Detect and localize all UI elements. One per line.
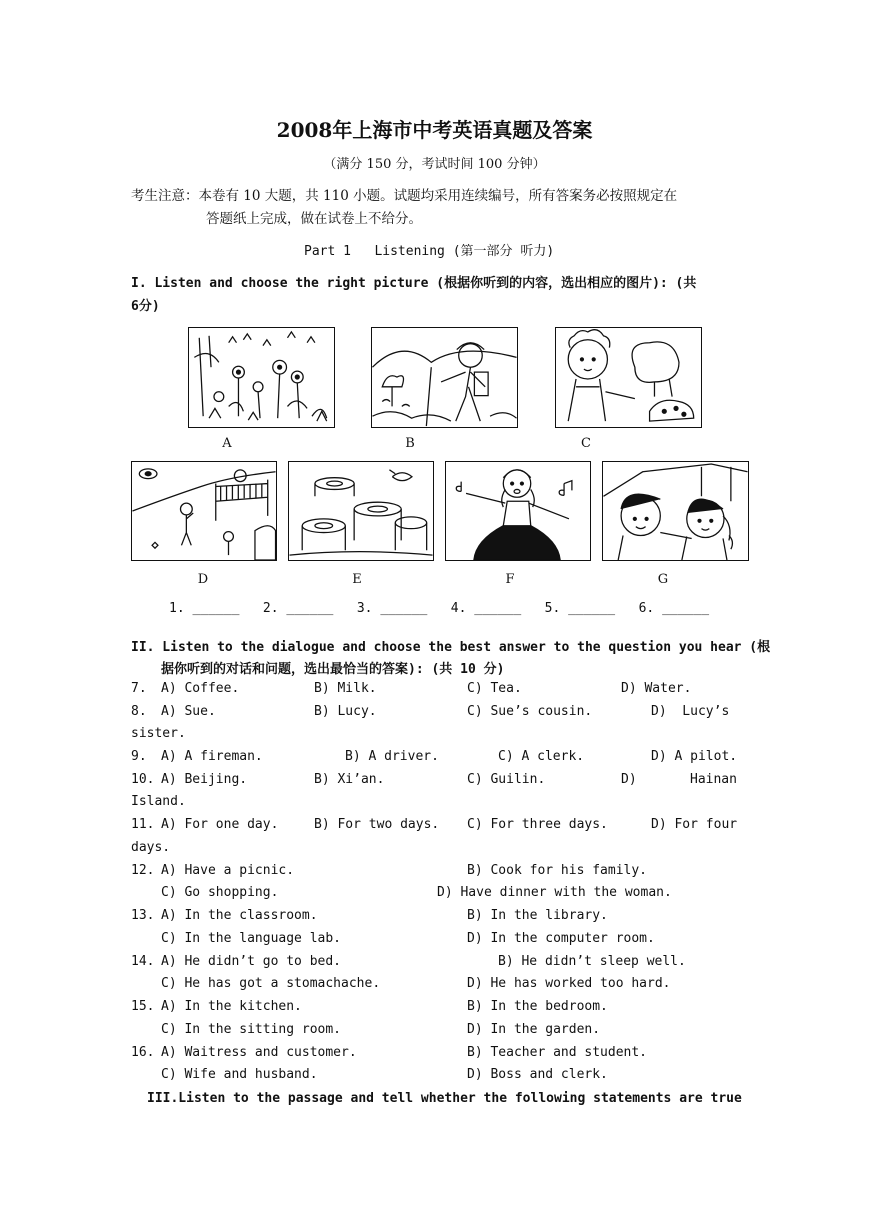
q10-option-c: C) Guilin. xyxy=(467,772,546,787)
q13-option-d: D) In the computer room. xyxy=(467,931,655,946)
q12-option-b: B) Cook for his family. xyxy=(467,863,648,878)
picture-a-label: A xyxy=(222,436,232,451)
q14-option-a: A) He didn’t go to bed. xyxy=(161,954,342,969)
q9-number: 9. xyxy=(131,749,147,764)
q8-option-a: A) Sue. xyxy=(161,704,216,719)
q7-option-b: B) Milk. xyxy=(314,681,377,696)
q7-option-c: C) Tea. xyxy=(467,681,522,696)
q12-option-d: D) Have dinner with the woman. xyxy=(437,885,672,900)
picture-b-label: B xyxy=(405,436,415,451)
q10-option-a: A) Beijing. xyxy=(161,772,248,787)
tree-stumps-picture xyxy=(288,461,434,561)
q15-option-d: D) In the garden. xyxy=(467,1022,601,1037)
q15-option-c: C) In the sitting room. xyxy=(161,1022,342,1037)
q11-option-a: A) For one day. xyxy=(161,817,279,832)
q16-option-b: B) Teacher and student. xyxy=(467,1045,648,1060)
picture-f-label: F xyxy=(505,572,515,587)
picture-d-label: D xyxy=(197,572,209,587)
section-2-heading-cont: 据你听到的对话和问题，选出最恰当的答案): (共 10 分) xyxy=(161,662,505,677)
q11-number: 11. xyxy=(131,817,155,832)
q14-option-d: D) He has worked too hard. xyxy=(467,976,671,991)
q13-option-a: A) In the classroom. xyxy=(161,908,318,923)
q10-number: 10. xyxy=(131,772,155,787)
q16-option-c: C) Wife and husband. xyxy=(161,1067,318,1082)
page-title: 2008年上海市中考英语真题及答案 xyxy=(276,118,593,142)
q12-number: 12. xyxy=(131,863,155,878)
q12-option-a: A) Have a picnic. xyxy=(161,863,295,878)
q14-option-c: C) He has got a stomachache. xyxy=(161,976,381,991)
q13-option-c: C) In the language lab. xyxy=(161,931,342,946)
q15-option-b: B) In the bedroom. xyxy=(467,999,608,1014)
q9-option-c: C) A clerk. xyxy=(498,749,585,764)
q11-option-d-wrap: days. xyxy=(131,840,171,855)
q11-option-d: D) For four xyxy=(651,817,738,832)
q10-option-d-wrap: Island. xyxy=(131,794,186,809)
flowers-garden-picture xyxy=(188,327,335,428)
q8-option-b: B) Lucy. xyxy=(314,704,377,719)
q8-option-c: C) Sue’s cousin. xyxy=(467,704,593,719)
q7-option-d: D) Water. xyxy=(621,681,692,696)
hiker-picture xyxy=(371,327,518,428)
q7-option-a: A) Coffee. xyxy=(161,681,240,696)
q15-number: 15. xyxy=(131,999,155,1014)
two-friends-picture xyxy=(602,461,749,561)
q14-option-b: B) He didn’t sleep well. xyxy=(498,954,686,969)
q9-option-b: B) A driver. xyxy=(345,749,439,764)
exam-info: （满分 150 分，考试时间 100 分钟） xyxy=(323,157,546,172)
q10-option-b: B) Xi’an. xyxy=(314,772,385,787)
q14-number: 14. xyxy=(131,954,155,969)
q16-option-a: A) Waitress and customer. xyxy=(161,1045,357,1060)
girl-with-dog-picture xyxy=(555,327,702,428)
section-3-heading: III.Listen to the passage and tell whether the following statements are true xyxy=(147,1091,742,1106)
section-1-heading: I. Listen and choose the right picture (根据你听到的内容，选出相应的图片): (共 xyxy=(131,276,697,291)
part-heading: Part 1 Listening (第一部分 听力) xyxy=(304,244,555,259)
q10-option-d-text: Hainan xyxy=(690,772,737,787)
picture-c-label: C xyxy=(581,436,591,451)
q8-number: 8. xyxy=(131,704,147,719)
q16-number: 16. xyxy=(131,1045,155,1060)
singing-girl-picture xyxy=(445,461,591,561)
notice-line-2: 答题纸上完成，做在试卷上不给分。 xyxy=(206,211,422,227)
section-2-heading: II. Listen to the dialogue and choose the best answer to the question you hear (根 xyxy=(131,640,771,655)
q8-option-d-wrap: sister. xyxy=(131,726,186,741)
picture-g-label: G xyxy=(657,572,669,587)
q11-option-c: C) For three days. xyxy=(467,817,608,832)
q16-option-d: D) Boss and clerk. xyxy=(467,1067,608,1082)
q13-option-b: B) In the library. xyxy=(467,908,608,923)
picture-e-label: E xyxy=(352,572,362,587)
q7-number: 7. xyxy=(131,681,147,696)
q10-option-d: D) xyxy=(621,772,637,787)
q9-option-a: A) A fireman. xyxy=(161,749,263,764)
q9-option-d: D) A pilot. xyxy=(651,749,738,764)
q12-option-c: C) Go shopping. xyxy=(161,885,279,900)
notice-line-1: 考生注意：本卷有 10 大题，共 110 小题。试题均采用连续编号，所有答案务必按照规定在 xyxy=(131,188,678,204)
q8-option-d: D) Lucy’s xyxy=(651,704,730,719)
section-1-heading-cont: 6分) xyxy=(131,299,160,314)
answer-blanks: 1. ______ 2. ______ 3. ______ 4. ______ 5. ______ 6. ______ xyxy=(169,601,710,616)
q11-option-b: B) For two days. xyxy=(314,817,440,832)
q13-number: 13. xyxy=(131,908,155,923)
q15-option-a: A) In the kitchen. xyxy=(161,999,302,1014)
beach-volleyball-picture xyxy=(131,461,277,561)
